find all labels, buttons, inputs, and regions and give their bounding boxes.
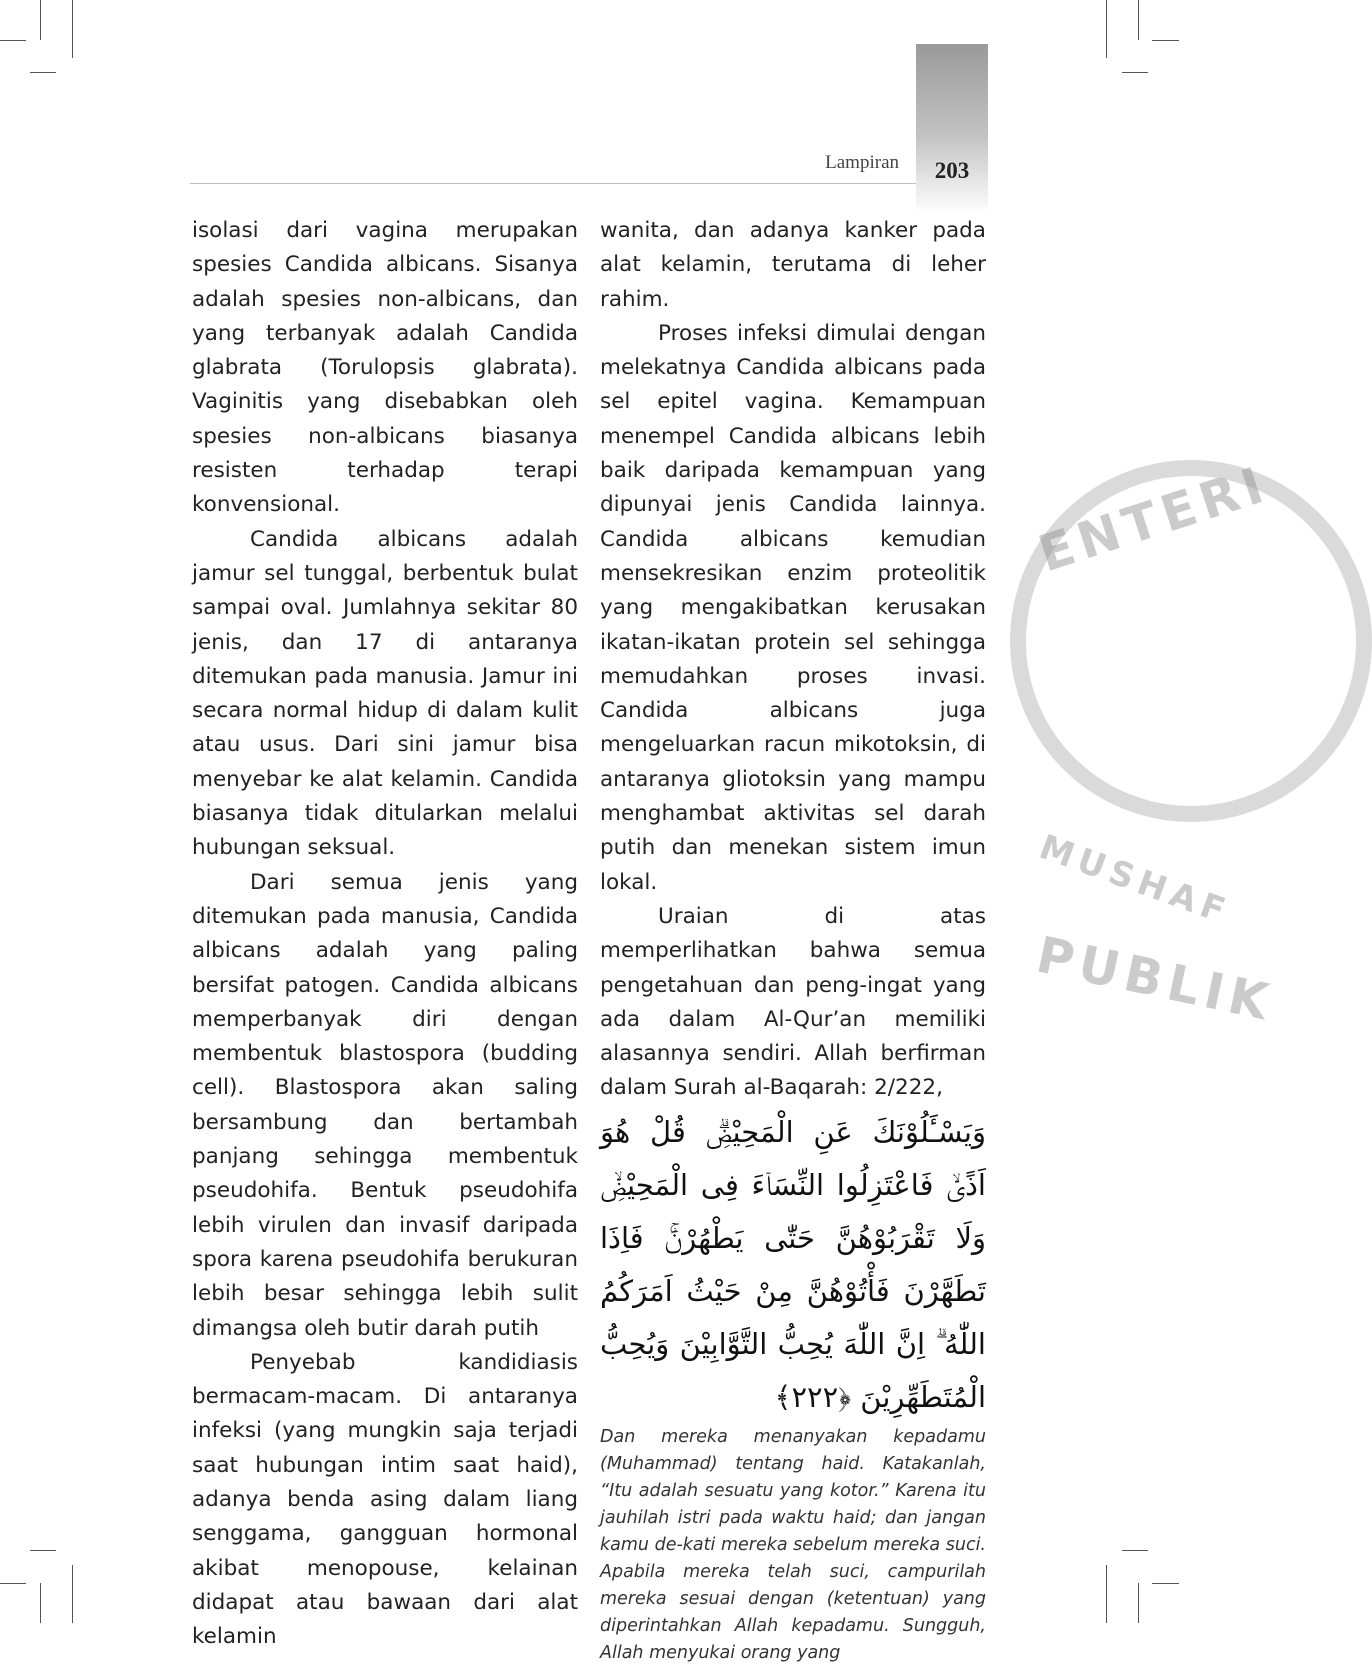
paragraph: Proses infeksi dimulai dengan melekatnya Candida albicans pada sel epitel vagina. Kemampuan menempel Candida albicans lebih baik daripada kemampuan yang dipunyai jenis Candida lainnya. Candida albicans kemudian mensekresikan enzim proteolitik yang mengakibatkan kerusakan ikatan-ikatan protein sel sehingga memudahkan proses invasi. Candida albicans juga mengeluarkan racun mikotoksin, di antaranya gliotoksin yang mampu menghambat aktivitas sel darah putih dan menekan sistem imun lokal. <box>600 320 986 895</box>
crop-mark <box>1152 1583 1179 1584</box>
crop-mark <box>40 1583 41 1623</box>
running-head: Lampiran <box>825 152 899 173</box>
stamp-text-1: ENTERI <box>1031 454 1276 584</box>
stamp-text-3: PUBLIK <box>1031 925 1279 1033</box>
crop-mark <box>40 0 41 40</box>
crop-mark <box>1122 72 1148 73</box>
crop-mark <box>1122 1550 1148 1551</box>
paragraph: Uraian di atas memperlihatkan bahwa semua pengetahuan dan peng-ingat yang ada dalam Al-Qur’an memiliki alasannya sendiri. Allah berfirman dalam Surah al-Baqarah: 2/222, <box>600 903 986 1101</box>
paragraph: Dari semua jenis yang ditemukan pada manusia, Candida albicans adalah yang paling bersifat patogen. Candida albicans memperbanyak diri dengan membentuk blastospora (budding cell). Blastospora akan saling bersambung dan bertambah panjang sehingga membentuk pseudohifa. Bentuk pseudohifa lebih virulen dan invasif daripada spora karena pseudohifa berukuran lebih besar sehingga lebih sulit dimangsa oleh butir darah putih <box>192 869 578 1341</box>
right-column <box>600 214 986 1667</box>
page-number: 203 <box>934 158 970 183</box>
paragraph: wanita, dan adanya kanker pada alat kelamin, terutama di leher rahim. <box>600 218 986 312</box>
page-number-tab <box>916 44 988 214</box>
stamp-text-2: MUSHAF <box>1034 827 1236 933</box>
crop-mark <box>1152 40 1179 41</box>
crop-mark <box>1138 1583 1139 1623</box>
paragraph: Penyebab kandidiasis bermacam-macam. Di antaranya infeksi (yang mungkin saja terjadi saat hubungan intim saat haid), adanya benda asing dalam liang senggama, gangguan hormonal akibat menopouse, kelainan didapat atau bawaan dari alat kelamin <box>192 1349 578 1650</box>
crop-mark <box>1138 0 1139 40</box>
crop-mark <box>0 40 26 41</box>
crop-mark <box>0 1583 26 1584</box>
crop-mark <box>72 1565 73 1623</box>
crop-mark <box>72 0 73 58</box>
header-rule <box>190 183 916 184</box>
crop-mark <box>30 1550 56 1551</box>
arabic-verse: وَيَسْـَٔلُوْنَكَ عَنِ الْمَحِيْضِۗ قُلْ هُوَ اَذًىۙ فَاعْتَزِلُوا النِّسَاۤءَ فِى الْمَحِيْضِۙ وَلَا تَقْرَبُوْهُنَّ حَتّٰى يَطْهُرْنَۚ فَاِذَا تَطَهَّرْنَ فَأْتُوْهُنَّ مِنْ حَيْثُ اَمَرَكُمُ اللّٰهُ ۗ اِنَّ اللّٰهَ يُحِبُّ التَّوَّابِيْنَ وَيُحِبُّ الْمُتَطَهِّرِيْنَ ﴿٢٢٢﴾ <box>600 1114 986 1414</box>
paragraph: isolasi dari vagina merupakan spesies Candida albicans. Sisanya adalah spesies non-albicans, dan yang terbanyak adalah Candida glabrata (Torulopsis glabrata). Vaginitis yang disebabkan oleh spesies non-albicans biasanya resisten terhadap terapi konvensional. <box>192 218 578 518</box>
verse-translation: Dan mereka menanyakan kepadamu (Muhammad) tentang haid. Katakanlah, “Itu adalah sesuatu yang kotor.” Karena itu jauhilah istri pada waktu haid; dan jangan kamu de-kati mereka sebelum mereka suci. Apabila mereka telah suci, campurilah mereka sesuai dengan (ketentuan) yang diperintahkan Allah kepadamu. Sungguh, Allah menyukai orang yang <box>600 1426 986 1663</box>
crop-mark <box>30 72 56 73</box>
paragraph: Candida albicans adalah jamur sel tunggal, berbentuk bulat sampai oval. Jumlahnya sekitar 80 jenis, dan 17 di antaranya ditemukan pada manusia. Jamur ini secara normal hidup di dalam kulit atau usus. Dari sini jamur bisa menyebar ke alat kelamin. Candida biasanya tidak ditularkan melalui hubungan seksual. <box>192 526 578 861</box>
left-column <box>192 214 578 1654</box>
crop-mark <box>1106 0 1107 58</box>
crop-mark <box>1106 1565 1107 1623</box>
